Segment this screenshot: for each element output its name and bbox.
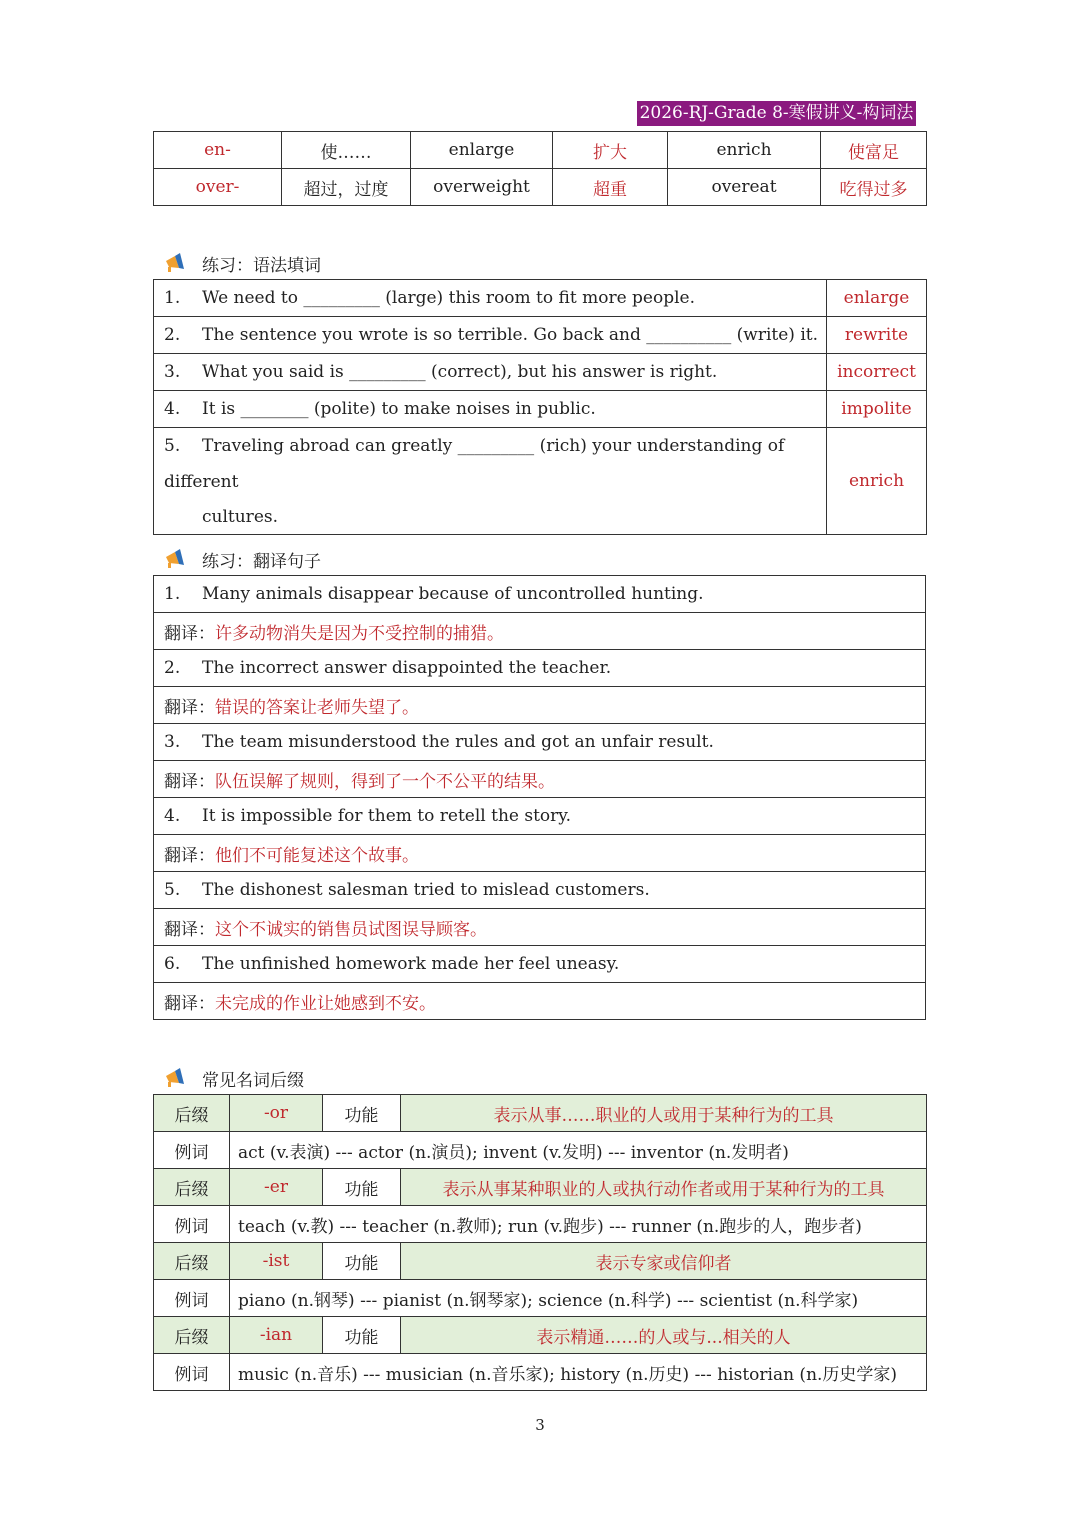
suffix-value: -er xyxy=(230,1169,323,1206)
translation-row xyxy=(154,835,926,872)
exercise-answer: enlarge xyxy=(827,280,927,317)
english-sentence xyxy=(154,650,926,687)
english-sentence xyxy=(154,798,926,835)
suffix-label: 后缀 xyxy=(154,1169,230,1206)
exercise-row xyxy=(154,428,927,535)
sentence-text: The dishonest salesman tried to mislead customers. xyxy=(202,880,650,900)
example-translation: 吃得过多 xyxy=(821,169,927,206)
prefix-row xyxy=(154,169,927,206)
suffix-row xyxy=(154,1169,927,1206)
exercise-question xyxy=(154,317,827,354)
translation-row xyxy=(154,687,926,724)
example-word: enlarge xyxy=(411,132,553,169)
sentence-text: It is impossible for them to retell the story. xyxy=(202,806,572,826)
translation-row xyxy=(154,983,926,1020)
sentence-row xyxy=(154,798,926,835)
suffix-row xyxy=(154,1243,927,1280)
sentence-row xyxy=(154,872,926,909)
question-text: What you said is _________ (correct), but his answer is right. xyxy=(202,362,718,382)
english-sentence xyxy=(154,724,926,761)
sentence-text: The unfinished homework made her feel uneasy. xyxy=(202,954,620,974)
prefix-meaning: 使…… xyxy=(282,132,411,169)
example-translation: 扩大 xyxy=(553,132,668,169)
example-row xyxy=(154,1206,927,1243)
translation-label: 翻译： xyxy=(164,993,215,1014)
translation-label: 翻译： xyxy=(164,771,215,792)
translation-label: 翻译： xyxy=(164,697,215,718)
example-row xyxy=(154,1354,927,1391)
question-number: 2. xyxy=(164,658,181,678)
example-row xyxy=(154,1280,927,1317)
question-text: The sentence you wrote is so terrible. Go back and __________ (write) it. xyxy=(202,325,818,345)
exercise-answer: incorrect xyxy=(827,354,927,391)
example-label: 例词 xyxy=(154,1206,230,1243)
megaphone-icon xyxy=(162,1067,188,1089)
suffix-function: 表示精通……的人或与...相关的人 xyxy=(401,1317,927,1354)
translation-text: 队伍误解了规则，得到了一个不公平的结果。 xyxy=(215,771,555,792)
question-text: Traveling abroad can greatly _________ (rich) your understanding of different xyxy=(164,436,785,492)
suffix-label: 后缀 xyxy=(154,1243,230,1280)
example-label: 例词 xyxy=(154,1354,230,1391)
section-title-text: 练习：翻译句子 xyxy=(202,551,321,572)
page-number: 3 xyxy=(535,1416,545,1434)
function-label: 功能 xyxy=(323,1243,401,1280)
translation-label: 翻译： xyxy=(164,845,215,866)
document-header-tag: 2026-RJ-Grade 8-寒假讲义-构词法 xyxy=(637,101,916,126)
chinese-translation xyxy=(154,835,926,872)
prefix-row xyxy=(154,132,927,169)
question-text: It is ________ (polite) to make noises in public. xyxy=(202,399,596,419)
suffix-label: 后缀 xyxy=(154,1317,230,1354)
chinese-translation xyxy=(154,761,926,798)
example-translation: 超重 xyxy=(553,169,668,206)
example-word: overweight xyxy=(411,169,553,206)
chinese-translation xyxy=(154,983,926,1020)
question-number: 5. xyxy=(164,880,181,900)
prefix-cell: en- xyxy=(154,132,282,169)
exercise-question xyxy=(154,280,827,317)
translation-row xyxy=(154,909,926,946)
function-label: 功能 xyxy=(323,1095,401,1132)
suffix-row xyxy=(154,1095,927,1132)
sentence-text: Many animals disappear because of uncontrolled hunting. xyxy=(202,584,704,604)
prefix-meaning: 超过，过度 xyxy=(282,169,411,206)
sentence-row xyxy=(154,724,926,761)
suffix-value: -ian xyxy=(230,1317,323,1354)
suffix-function: 表示专家或信仰者 xyxy=(401,1243,927,1280)
exercise-row xyxy=(154,391,927,428)
example-label: 例词 xyxy=(154,1132,230,1169)
suffix-examples: teach (v.教) --- teacher (n.教师); run (v.跑步) --- runner (n.跑步的人，跑步者) xyxy=(230,1206,927,1243)
exercise-answer: enrich xyxy=(827,428,927,535)
megaphone-icon xyxy=(162,252,188,274)
translation-label: 翻译： xyxy=(164,919,215,940)
suffix-function: 表示从事……职业的人或用于某种行为的工具 xyxy=(401,1095,927,1132)
translation-text: 错误的答案让老师失望了。 xyxy=(215,697,419,718)
suffix-value: -ist xyxy=(230,1243,323,1280)
function-label: 功能 xyxy=(323,1317,401,1354)
noun-suffix-table xyxy=(153,1094,927,1391)
exercise-row xyxy=(154,354,927,391)
english-sentence xyxy=(154,946,926,983)
suffix-value: -or xyxy=(230,1095,323,1132)
megaphone-icon xyxy=(162,548,188,570)
translation-text: 未完成的作业让她感到不安。 xyxy=(215,993,436,1014)
suffix-label: 后缀 xyxy=(154,1095,230,1132)
suffix-section-title xyxy=(162,1066,304,1090)
sentence-row xyxy=(154,650,926,687)
suffix-row xyxy=(154,1317,927,1354)
translation-row xyxy=(154,761,926,798)
question-number: 3. xyxy=(164,732,181,752)
exercise-answer: impolite xyxy=(827,391,927,428)
section-title-text: 练习：语法填词 xyxy=(202,255,321,276)
question-number: 2. xyxy=(164,325,181,345)
sentence-row xyxy=(154,576,926,613)
suffix-examples: piano (n.钢琴) --- pianist (n.钢琴家); science (n.科学) --- scientist (n.科学家) xyxy=(230,1280,927,1317)
example-label: 例词 xyxy=(154,1280,230,1317)
example-word: overeat xyxy=(668,169,821,206)
chinese-translation xyxy=(154,909,926,946)
fill-exercise-table xyxy=(153,279,927,535)
question-number: 5. xyxy=(164,436,181,456)
question-text: We need to _________ (large) this room to fit more people. xyxy=(202,288,696,308)
exercise-answer: rewrite xyxy=(827,317,927,354)
chinese-translation xyxy=(154,687,926,724)
prefix-table xyxy=(153,131,927,206)
exercise-question xyxy=(154,354,827,391)
exercise-question xyxy=(154,428,827,535)
question-number: 4. xyxy=(164,399,181,419)
example-word: enrich xyxy=(668,132,821,169)
translation-label: 翻译： xyxy=(164,623,215,644)
translation-row xyxy=(154,613,926,650)
question-number: 3. xyxy=(164,362,181,382)
exercise-row xyxy=(154,317,927,354)
exercise-question xyxy=(154,391,827,428)
translate-section-title xyxy=(162,547,321,571)
suffix-examples: act (v.表演) --- actor (n.演员); invent (v.发明) --- inventor (n.发明者) xyxy=(230,1132,927,1169)
translation-text: 这个不诚实的销售员试图误导顾客。 xyxy=(215,919,487,940)
chinese-translation xyxy=(154,613,926,650)
fill-section-title xyxy=(162,251,321,275)
function-label: 功能 xyxy=(323,1169,401,1206)
english-sentence xyxy=(154,576,926,613)
sentence-text: The incorrect answer disappointed the teacher. xyxy=(202,658,612,678)
translation-table xyxy=(153,575,926,1020)
example-translation: 使富足 xyxy=(821,132,927,169)
suffix-examples: music (n.音乐) --- musician (n.音乐家); history (n.历史) --- historian (n.历史学家) xyxy=(230,1354,927,1391)
sentence-row xyxy=(154,946,926,983)
english-sentence xyxy=(154,872,926,909)
translation-text: 他们不可能复述这个故事。 xyxy=(215,845,419,866)
question-number: 4. xyxy=(164,806,181,826)
sentence-text: The team misunderstood the rules and got an unfair result. xyxy=(202,732,714,752)
prefix-cell: over- xyxy=(154,169,282,206)
question-number: 1. xyxy=(164,584,181,604)
section-title-text: 常见名词后缀 xyxy=(202,1070,304,1091)
question-number: 6. xyxy=(164,954,181,974)
example-row xyxy=(154,1132,927,1169)
question-number: 1. xyxy=(164,288,181,308)
suffix-function: 表示从事某种职业的人或执行动作者或用于某种行为的工具 xyxy=(401,1169,927,1206)
question-text-continued: cultures. xyxy=(202,507,279,527)
translation-text: 许多动物消失是因为不受控制的捕猎。 xyxy=(215,623,504,644)
exercise-row xyxy=(154,280,927,317)
